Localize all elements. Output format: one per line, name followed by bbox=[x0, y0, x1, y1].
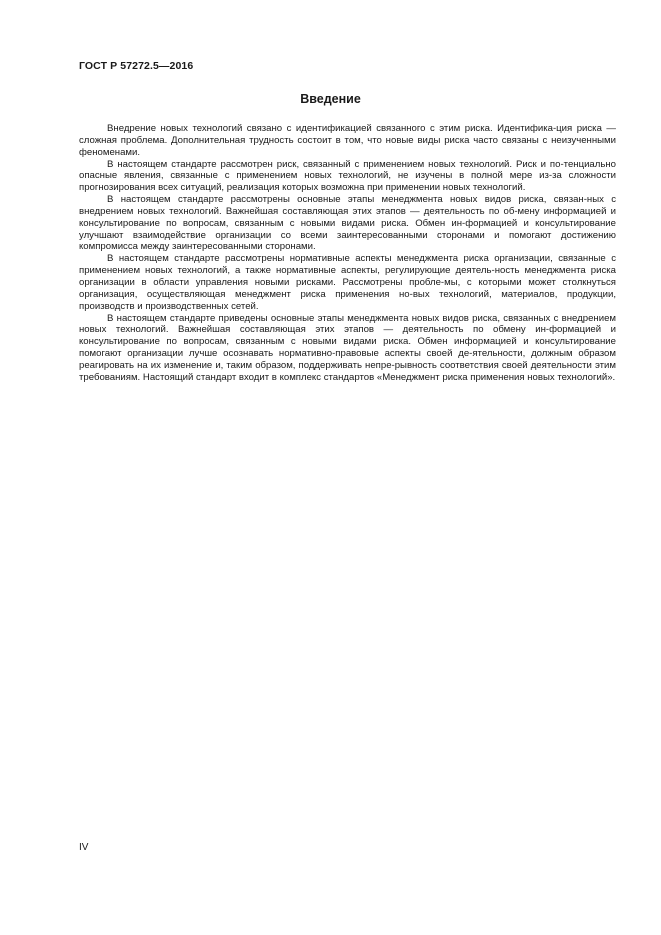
section-title: Введение bbox=[300, 92, 361, 106]
introduction-body bbox=[79, 123, 616, 384]
paragraph-4: В настоящем стандарте рассмотрены нормативные аспекты менеджмента риска организации, связанные с применением новых технологий, а также нормативные аспекты, регулирующие деятель-ность менеджмента риска организации в области управления новыми рисками. Рассмотрены пробле-мы, с которыми может столкнуться организация, осуществляющая менеджмент риска применения но-вых технологий, материалов, продукции, производств и производственных сетей. bbox=[79, 253, 616, 312]
paragraph-3: В настоящем стандарте рассмотрены основные этапы менеджмента новых видов риска, связан-ных с внедрением новых технологий. Важнейшая составляющая этих этапов — деятельность по об-мену информацией и консультирование по вопросам, связанным с новыми видами риска. Обмен ин-формацией и консультирование улучшают взаимодействие организации со всеми заинтересованными сторонами и помогают достижению компромисса между заинтересованными сторонами. bbox=[79, 194, 616, 253]
document-header: ГОСТ Р 57272.5—2016 bbox=[79, 60, 194, 72]
paragraph-5: В настоящем стандарте приведены основные этапы менеджмента новых видов риска, связанных с внедрением новых технологий. Важнейшая составляющая этих этапов — деятельность по обмену ин-формацией и консультирование по вопросам, связанным с новыми видами риска. Обмен информацией и консультирование помогают организации лучше осознавать нормативно-правовые аспекты своей де-ятельности, должным образом реагировать на их изменение и, таким образом, поддерживать непре-рывность соответствия своей деятельности этим требованиям. Настоящий стандарт входит в комплекс стандартов «Менеджмент риска применения новых технологий». bbox=[79, 312, 616, 383]
page-number: IV bbox=[79, 842, 89, 853]
paragraph-2: В настоящем стандарте рассмотрен риск, связанный с применением новых технологий. Риск и по-тенциально опасные явления, связанные с применением новых технологий, не изучены в полной мере из-за сложности прогнозирования всех ситуаций, реализация которых возможна при применении новых технологий. bbox=[79, 158, 616, 194]
paragraph-1: Внедрение новых технологий связано с идентификацией связанного с этим риска. Идентифика-ция риска — сложная проблема. Дополнительная трудность состоит в том, что новые виды риска часто связаны с неизученными феноменами. bbox=[79, 123, 616, 158]
